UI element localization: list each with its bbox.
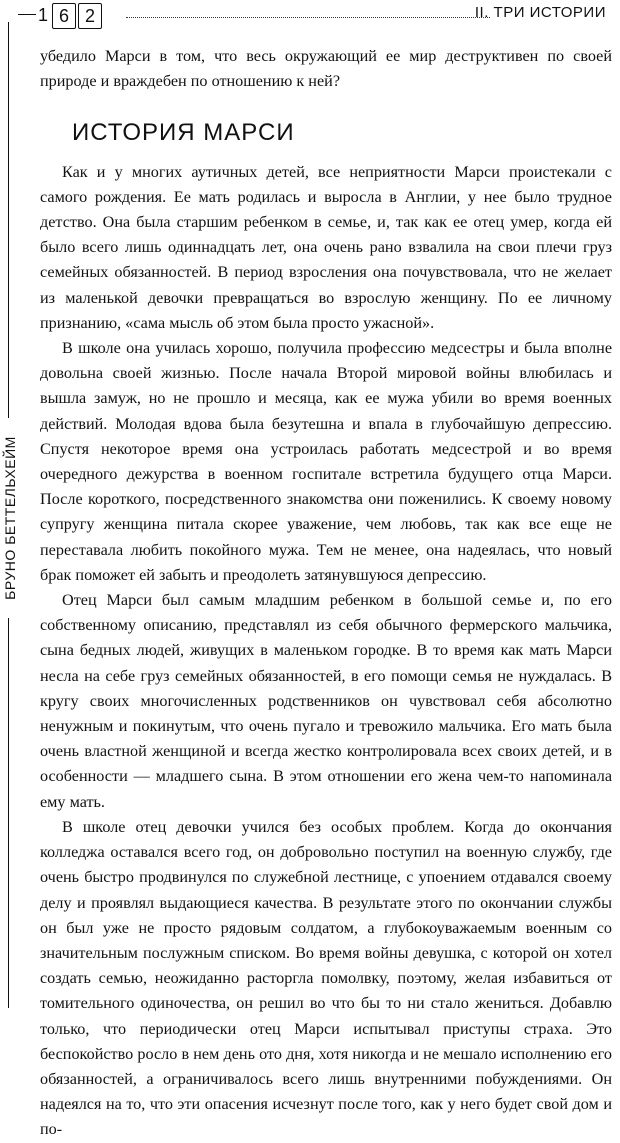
page-body xyxy=(40,44,612,1143)
header-dotted-rule xyxy=(126,17,490,18)
body-paragraph: Как и у многих аутичных детей, все неприятности Марси проистекали с самого рождения. Ее мать родилась и выросла в Англии, у нее было трудное детство. Она была старшим ребенком в семье, и, так как ее отец умер, когда ей было всего лишь одиннадцать лет, она очень рано взвалила на свои плечи груз семейных обязанностей. В период взросления она почувствовала, что не желает из маленькой девочки превращаться во взрослую женщину. По ее личному признанию, «сама мысль об этом была просто ужасной». xyxy=(40,162,612,332)
page-number xyxy=(36,3,102,29)
section-title: ИСТОРИЯ МАРСИ xyxy=(72,119,295,147)
page-number-digit: 1 xyxy=(37,5,48,25)
page-number-digit: 2 xyxy=(78,3,102,29)
header-arrow-decoration xyxy=(18,14,36,23)
body-paragraph: В школе она училась хорошо, получила профессию медсестры и была вполне довольна своей жизнью. После начала Второй мировой войны влюбилась и вышла замуж, но не прошло и месяца, как ее мужа убили во время военных действий. Молодая вдова была безутешна и впала в глубочайшую депрессию. Спустя некоторое время она устроилась работать медсестрой и во время очередного дежурства в военном госпитале встретила будущего отца Марси. После короткого, посредственного знакомства они поженились. К своему новому супругу женщина питала скорее уважение, чем любовь, так как все еще не переставала любить покойного мужа. Тем не менее, она надеялась, что новый брак поможет ей забыть и преодолеть затянувшуюся депрессию. xyxy=(40,339,612,584)
page-header xyxy=(8,0,612,30)
body-paragraph: Отец Марси был самым младшим ребенком в большой семье и, по его собственному описанию, представлял из себя обычного фермерского мальчика, сына бедных людей, живущих в маленьком городке. В то время как мать Марси несла на себе груз семейных обязанностей, в его помощи семья не нуждалась. В кругу своих многочисленных родственников он чувствовал себя абсолютно ненужным и покинутым, что очень пугало и тревожило мальчика. Его мать была очень властной женщиной и всегда жестко контролировала всех своих детей, и в особенности — младшего сына. В этом отношении его жена чем-то напоминала ему мать. xyxy=(40,591,612,811)
intro-paragraph: убедило Марси в том, что весь окружающий ее мир деструктивен по своей природе и враждебен по отношению к ней? xyxy=(40,47,612,91)
running-head: II. ТРИ ИСТОРИИ xyxy=(474,4,606,21)
body-paragraph: В школе отец девочки учился без особых проблем. Когда до окончания колледжа оставался всего год, он добровольно поступил на военную службу, где очень быстро продвинулся по служебной лестнице, с упоением отдавался своему делу и проявлял выдающиеся качества. В результате этого по окончании службы он был уже не просто рядовым солдатом, а глубокоуважаемым военным со значительным послужным списком. Во время войны девушка, с которой он хотел создать семью, неожиданно расторгла помолвку, поэтому, желая избавиться от томительного одиночества, он решил во что бы то ни стало жениться. Добавлю только, что периодически отец Марси испытывал приступы страха. Это беспокойство росло в нем день ото дня, хотя никогда и не мешало исполнению его обязанностей, а ограничивалось всего лишь внутренними побуждениями. Он надеялся на то, что эти опасения исчезнут после того, как у него будет свой дом и по- xyxy=(40,817,612,1139)
side-author-label: БРУНО БЕТТЕЛЬХЕЙМ xyxy=(2,418,18,618)
page-number-digit: 6 xyxy=(52,3,76,29)
